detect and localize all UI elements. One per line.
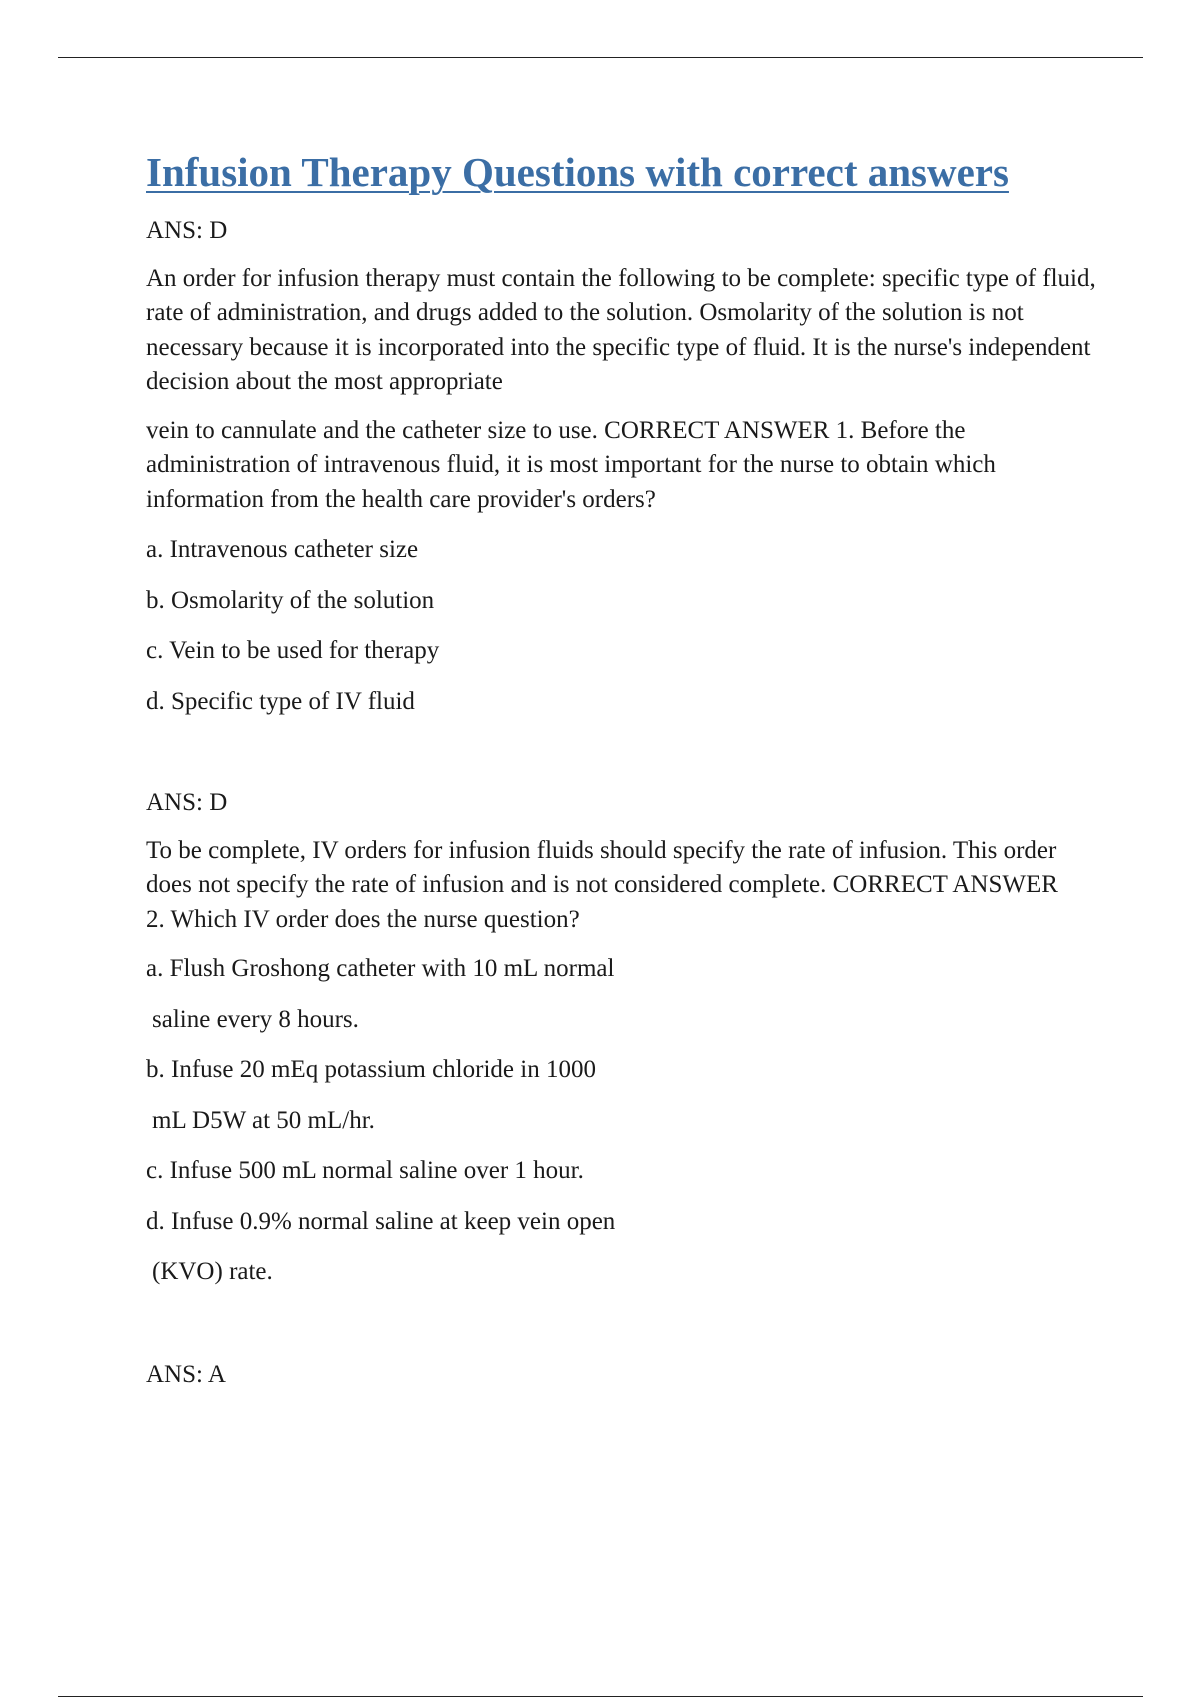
q2-option-a-line-1: a. Flush Groshong catheter with 10 mL normal	[146, 955, 615, 982]
q1-option-a: a. Intravenous catheter size	[146, 536, 419, 563]
document-body	[146, 140, 1096, 1392]
rationale-2: To be complete, IV orders for infusion fluids should specify the rate of infusion. This order does not specify the rate of infusion and is not considered complete. CORRECT ANSWER 2. Which IV order does the nurse question?	[146, 836, 1058, 933]
q2-option-b-line-1: b. Infuse 20 mEq potassium chloride in 1000	[146, 1056, 596, 1083]
q2-option-d-line-2: (KVO) rate.	[152, 1258, 273, 1285]
q1-option-b: b. Osmolarity of the solution	[146, 586, 435, 614]
q2-option-a-line-2: saline every 8 hours.	[152, 1005, 359, 1033]
document-title: Infusion Therapy Questions with correct answers	[146, 149, 1009, 195]
rationale-1: An order for infusion therapy must contain the following to be complete: specific type of fluid, rate of administration, and drugs added to the solution. Osmolarity of the solution is not necessary because it is incorporated into the specific type of fluid. It is the nurse's independent decision about the most appropriate	[146, 264, 1096, 395]
answer-3: ANS: A	[146, 1360, 226, 1388]
q2-option-c: c. Infuse 500 mL normal saline over 1 hour.	[146, 1157, 584, 1184]
q1-option-c: c. Vein to be used for therapy	[146, 637, 440, 664]
q2-option-b-line-2: mL D5W at 50 mL/hr.	[152, 1106, 375, 1134]
answer-1: ANS: D	[146, 217, 228, 244]
question-1: vein to cannulate and the catheter size to use. CORRECT ANSWER 1. Before the administration of intravenous fluid, it is most important for the nurse to obtain which information from the health care provider's orders?	[146, 416, 996, 513]
q1-option-d: d. Specific type of IV fluid	[146, 687, 415, 715]
q2-option-d-line-1: d. Infuse 0.9% normal saline at keep vein open	[146, 1207, 616, 1235]
answer-2: ANS: D	[146, 789, 228, 816]
header-rule	[58, 57, 1143, 58]
footer-rule	[58, 1696, 1143, 1697]
